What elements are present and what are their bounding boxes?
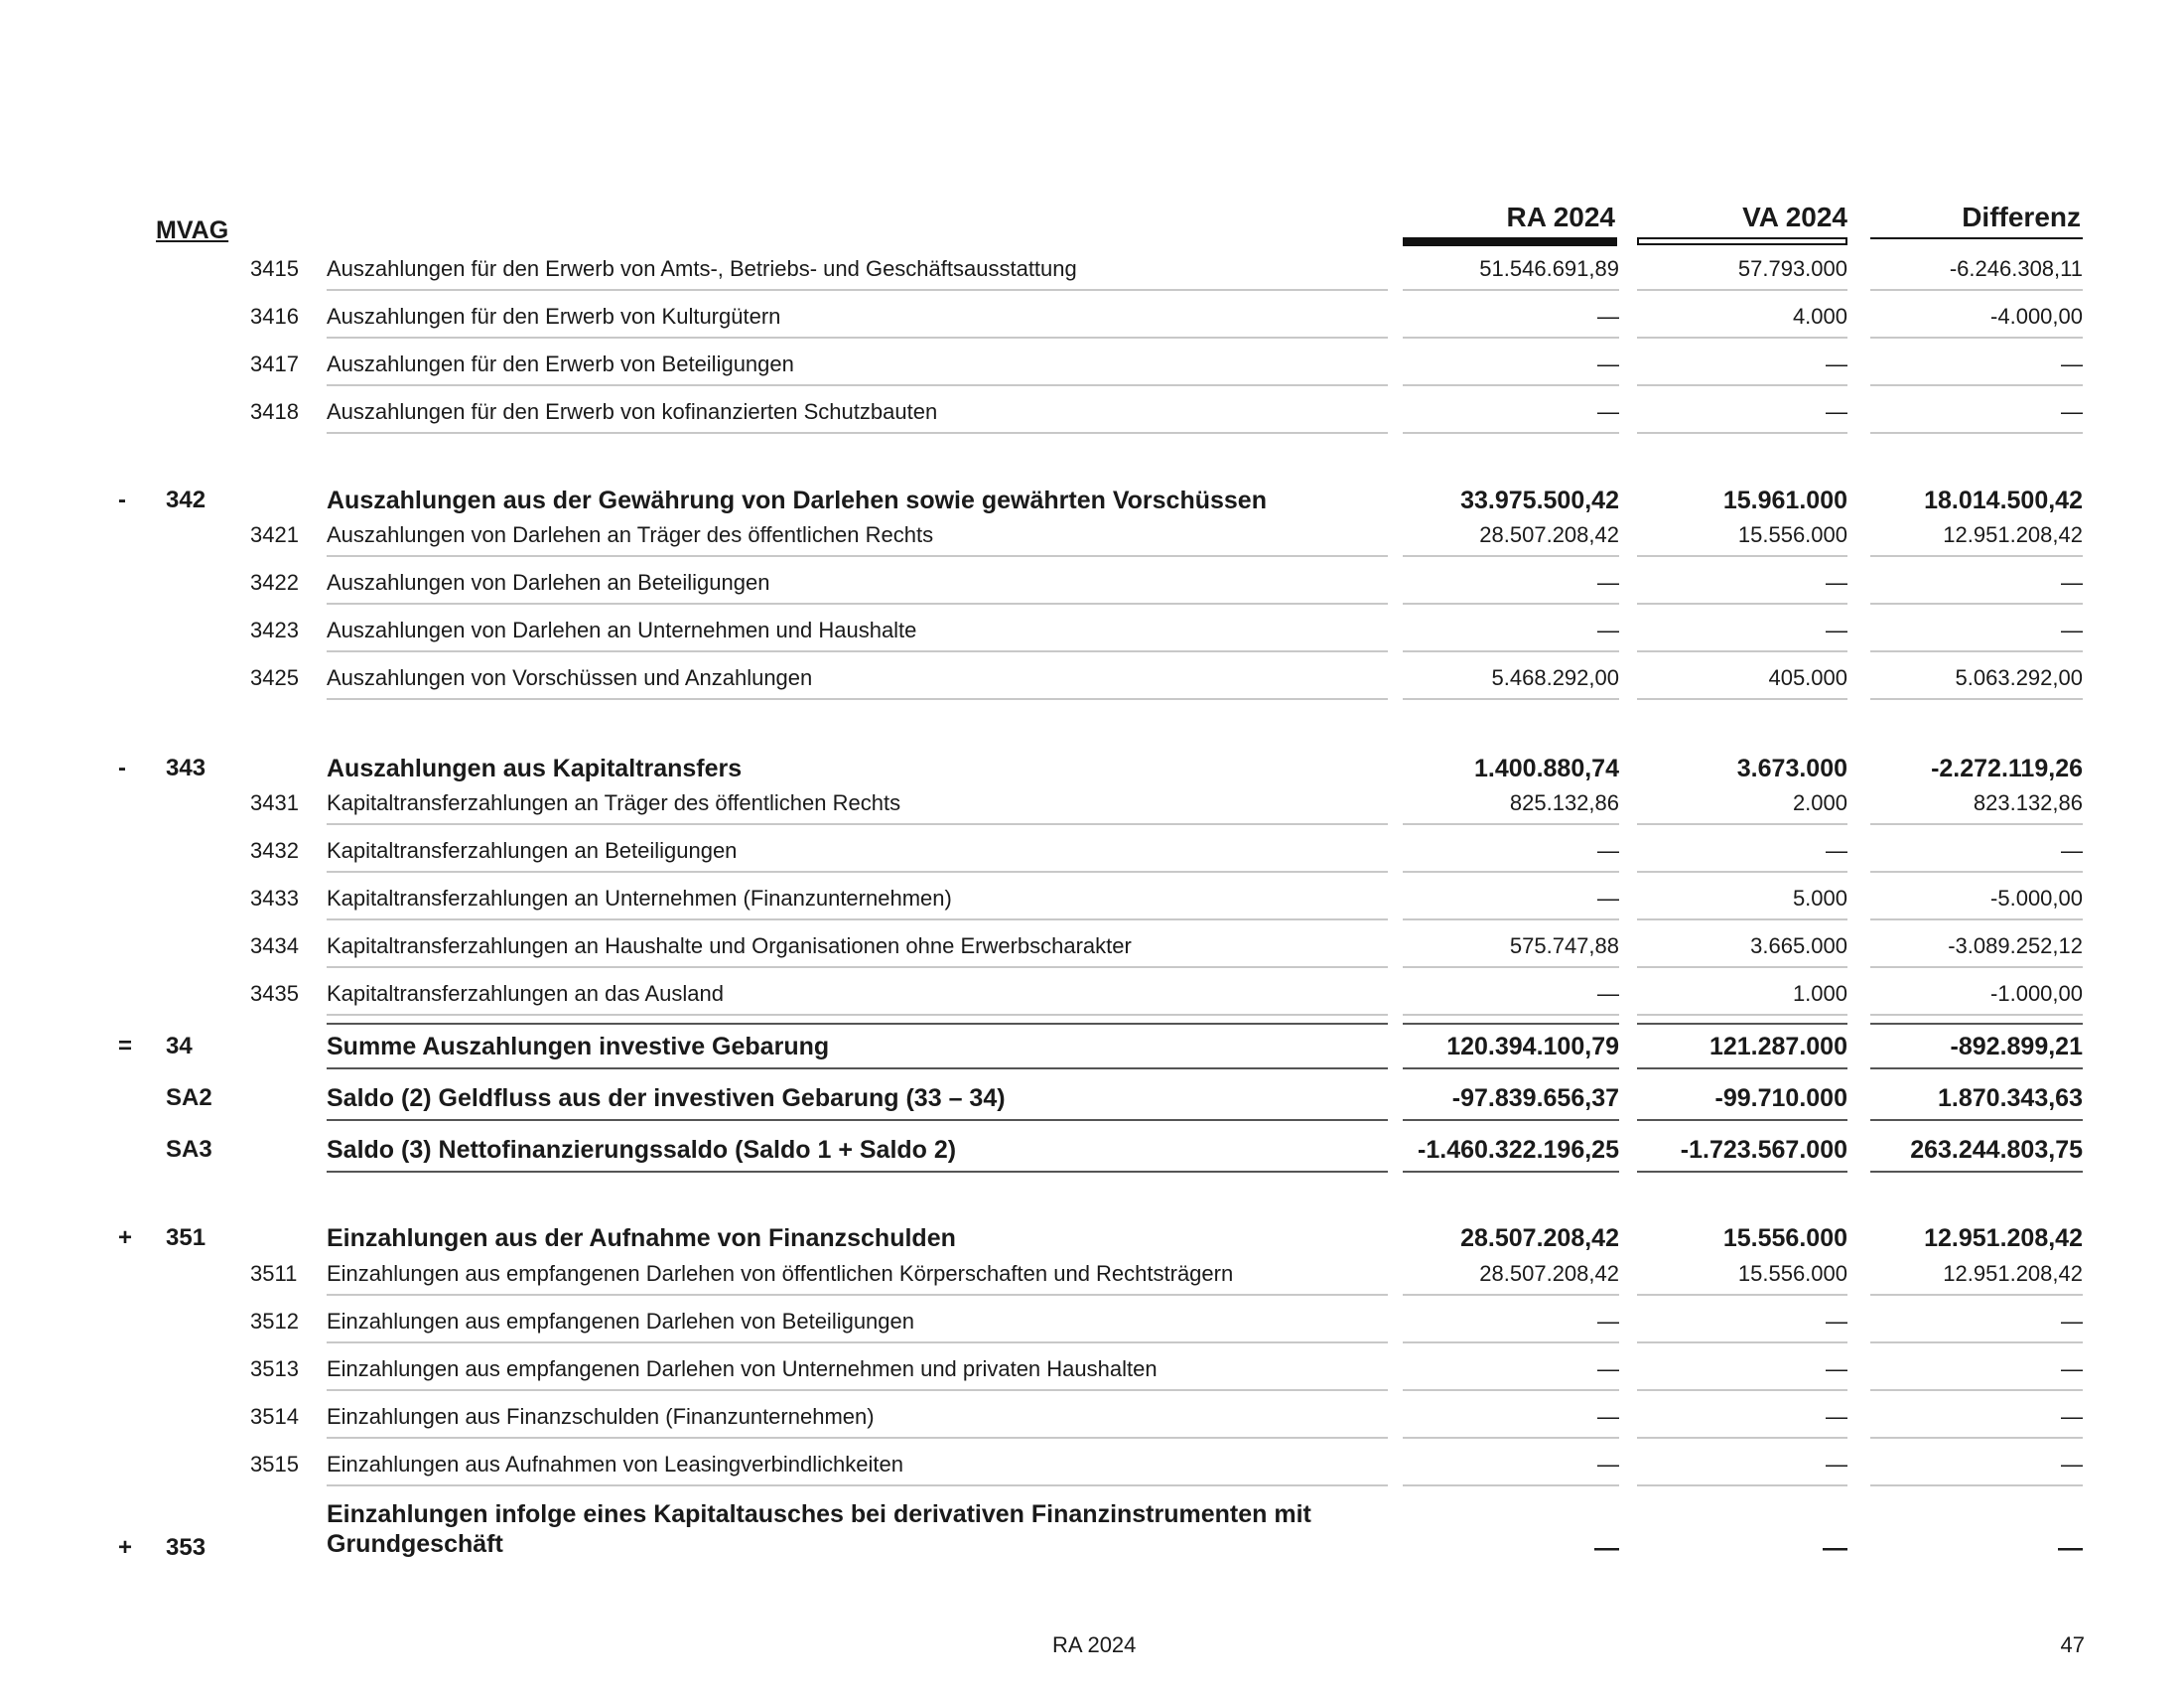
value-differenz: -5.000,00 [1990,886,2083,911]
row-divider [1403,1023,1619,1025]
mvag-header: MVAG [156,216,229,244]
row-divider [1637,1171,1847,1173]
row-divider [1403,432,1619,434]
value-differenz: -892.899,21 [1950,1033,2083,1060]
value-ra-2024: 120.394.100,79 [1446,1033,1619,1060]
footer-title: RA 2024 [1052,1632,1137,1657]
row-divider [1403,603,1619,605]
row-divider [1403,384,1619,386]
value-differenz: — [2061,352,2083,376]
row-divider [1403,289,1619,291]
row-label: Kapitaltransferzahlungen an Beteiligungen [327,838,738,863]
row-label: Auszahlungen aus Kapitaltransfers [327,755,743,782]
account-code: 3511 [250,1261,298,1286]
row-divider [1637,823,1847,825]
row-divider [1870,966,2083,968]
value-differenz: — [2061,1309,2083,1334]
row-divider [327,1437,1388,1439]
account-code: 3425 [250,665,299,690]
value-ra-2024: 28.507.208,42 [1479,522,1619,547]
value-ra-2024: 33.975.500,42 [1460,487,1619,514]
value-ra-2024: 575.747,88 [1509,933,1619,958]
row-divider [1637,918,1847,920]
value-differenz: — [2061,399,2083,424]
row-divider [1403,555,1619,557]
value-ra-2024: 28.507.208,42 [1479,1261,1619,1286]
value-ra-2024: — [1597,618,1619,642]
row-divider [1870,823,2083,825]
row-divider [1637,650,1847,652]
value-va-2024: 3.673.000 [1736,755,1847,782]
value-va-2024: — [1826,399,1847,424]
row-divider [1870,603,2083,605]
value-ra-2024: — [1597,399,1619,424]
row-divider [327,650,1388,652]
value-ra-2024: — [1597,838,1619,863]
row-divider [1637,1119,1847,1121]
row-divider [327,337,1388,339]
row-divider [1403,1171,1619,1173]
row-divider [1870,1389,2083,1391]
value-ra-2024: 28.507.208,42 [1460,1224,1619,1252]
row-divider [1403,1294,1619,1296]
row-divider [1403,1437,1619,1439]
value-ra-2024: — [1597,1404,1619,1429]
value-differenz: — [2061,838,2083,863]
row-divider [327,1014,1388,1016]
value-va-2024: — [1826,618,1847,642]
value-va-2024: — [1826,352,1847,376]
row-label: Einzahlungen aus Aufnahmen von Leasingverbindlichkeiten [327,1452,903,1477]
row-divider [1403,1119,1619,1121]
value-differenz: — [2058,1534,2083,1562]
row-divider [1403,871,1619,873]
row-label: Saldo (3) Nettofinanzierungssaldo (Saldo 1 + Saldo 2) [327,1136,957,1164]
value-va-2024: 3.665.000 [1750,933,1847,958]
value-va-2024: — [1823,1534,1847,1562]
row-divider [1403,698,1619,700]
value-differenz: — [2061,1356,2083,1381]
value-va-2024: 5.000 [1792,886,1847,911]
row-divider [327,289,1388,291]
account-code: 3431 [250,790,299,815]
value-ra-2024: — [1597,886,1619,911]
column-header-va-2024: VA 2024 [1742,202,1847,232]
value-ra-2024: -1.460.322.196,25 [1418,1136,1619,1164]
row-divider [327,918,1388,920]
row-label: Kapitaltransferzahlungen an Haushalte und Organisationen ohne Erwerbscharakter [327,933,1132,958]
group-code: 353 [166,1534,206,1561]
row-divider [1870,289,2083,291]
row-divider [327,1294,1388,1296]
row-divider [1637,1437,1847,1439]
row-divider [1637,966,1847,968]
row-divider [327,966,1388,968]
value-ra-2024: — [1597,304,1619,329]
row-divider [327,823,1388,825]
row-divider [1403,1389,1619,1391]
value-va-2024: — [1826,1356,1847,1381]
row-divider [1870,918,2083,920]
row-sign: + [118,1224,133,1251]
group-code: 34 [166,1033,193,1059]
row-divider [1870,384,2083,386]
row-label: Einzahlungen aus Finanzschulden (Finanzunternehmen) [327,1404,875,1429]
row-divider [1637,1023,1847,1025]
row-divider [1403,1014,1619,1016]
value-va-2024: — [1826,1404,1847,1429]
value-differenz: 12.951.208,42 [1943,522,2083,547]
value-va-2024: — [1826,570,1847,595]
value-ra-2024: -97.839.656,37 [1451,1084,1619,1112]
row-divider [327,1119,1388,1121]
row-divider [1403,337,1619,339]
row-divider [1870,698,2083,700]
value-va-2024: 1.000 [1792,981,1847,1006]
row-label: Auszahlungen von Darlehen an Träger des öffentlichen Rechts [327,522,934,547]
row-label: Kapitaltransferzahlungen an Unternehmen (Finanzunternehmen) [327,886,952,911]
row-divider [1403,823,1619,825]
row-label: Auszahlungen für den Erwerb von Kulturgütern [327,304,781,329]
row-divider [327,555,1388,557]
row-divider [1870,1067,2083,1069]
row-sign: - [118,755,126,781]
row-divider [1637,432,1847,434]
row-divider [327,1389,1388,1391]
value-ra-2024: — [1597,1452,1619,1477]
column-header-ra-2024: RA 2024 [1506,202,1615,232]
group-row [0,1500,2184,1574]
row-divider [1403,1067,1619,1069]
row-divider [1637,337,1847,339]
value-ra-2024: — [1597,352,1619,376]
row-label: Einzahlungen aus empfangenen Darlehen von Beteiligungen [327,1309,915,1334]
value-differenz: 1.870.343,63 [1938,1084,2083,1112]
row-divider [1870,1023,2083,1025]
account-code: 3515 [250,1452,299,1477]
account-code: 3423 [250,618,299,642]
account-code: 3435 [250,981,299,1006]
value-va-2024: -1.723.567.000 [1680,1136,1847,1164]
total-row [0,1033,2184,1072]
row-divider [1637,1014,1847,1016]
value-differenz: 12.951.208,42 [1943,1261,2083,1286]
value-ra-2024: 1.400.880,74 [1474,755,1619,782]
value-differenz: -3.089.252,12 [1948,933,2083,958]
group-code: SA2 [166,1084,212,1111]
row-divider [1870,871,2083,873]
account-code: 3434 [250,933,299,958]
value-differenz: -6.246.308,11 [1949,256,2083,281]
value-differenz: -1.000,00 [1990,981,2083,1006]
row-divider [327,603,1388,605]
value-differenz: -4.000,00 [1990,304,2083,329]
row-divider [1637,603,1847,605]
row-divider [1637,1389,1847,1391]
value-va-2024: — [1826,1452,1847,1477]
row-sign: + [118,1534,133,1561]
value-differenz: 18.014.500,42 [1924,487,2083,514]
value-differenz: — [2061,618,2083,642]
value-va-2024: 15.556.000 [1737,1261,1847,1286]
row-divider [1637,1341,1847,1343]
value-ra-2024: — [1597,981,1619,1006]
row-divider [1403,918,1619,920]
row-divider [327,432,1388,434]
value-differenz: — [2061,1404,2083,1429]
value-va-2024: 2.000 [1792,790,1847,815]
account-code: 3512 [250,1309,299,1334]
row-divider [1870,1014,2083,1016]
row-divider [1403,1484,1619,1486]
group-row [0,1224,2184,1264]
row-label: Saldo (2) Geldfluss aus der investiven Gebarung (33 – 34) [327,1084,1006,1112]
account-code: 3415 [250,256,299,281]
group-code: 342 [166,487,206,513]
row-label: Auszahlungen für den Erwerb von Beteiligungen [327,352,794,376]
row-divider [1637,1484,1847,1486]
row-divider [327,1484,1388,1486]
account-code: 3433 [250,886,299,911]
row-divider [1870,432,2083,434]
column-header-differenz: Differenz [1962,202,2081,232]
row-label: Einzahlungen aus empfangenen Darlehen von Unternehmen und privaten Haushalten [327,1356,1158,1381]
row-divider [1637,698,1847,700]
value-va-2024: 405.000 [1768,665,1847,690]
account-code: 3421 [250,522,299,547]
row-divider [327,1067,1388,1069]
value-va-2024: -99.710.000 [1714,1084,1847,1112]
row-divider [1870,1341,2083,1343]
row-divider [327,698,1388,700]
value-va-2024: — [1826,1309,1847,1334]
account-code: 3416 [250,304,299,329]
row-divider [1637,871,1847,873]
row-divider [1637,1067,1847,1069]
account-code: 3422 [250,570,299,595]
account-code: 3417 [250,352,299,376]
row-label: Auszahlungen aus der Gewährung von Darlehen sowie gewährten Vorschüssen [327,487,1267,514]
row-divider [1403,966,1619,968]
row-divider [1637,555,1847,557]
row-divider [327,384,1388,386]
row-divider [1637,384,1847,386]
account-code: 3418 [250,399,299,424]
value-ra-2024: 51.546.691,89 [1479,256,1619,281]
group-row [0,487,2184,526]
row-divider [1403,1341,1619,1343]
row-label: Auszahlungen von Vorschüssen und Anzahlungen [327,665,813,690]
row-label: Summe Auszahlungen investive Gebarung [327,1033,830,1060]
value-ra-2024: — [1597,570,1619,595]
value-ra-2024: — [1597,1356,1619,1381]
total-row [0,1084,2184,1124]
group-code: 343 [166,755,206,781]
row-divider [327,1023,1388,1025]
row-sign: - [118,487,126,513]
value-ra-2024: — [1594,1534,1619,1562]
total-row [0,1136,2184,1176]
page-number: 47 [2060,1632,2085,1657]
value-va-2024: 57.793.000 [1737,256,1847,281]
row-divider [1870,1437,2083,1439]
group-code: SA3 [166,1136,212,1163]
row-divider [327,871,1388,873]
value-differenz: 5.063.292,00 [1955,665,2083,690]
row-label: Auszahlungen von Darlehen an Beteiligungen [327,570,770,595]
row-label: Auszahlungen für den Erwerb von kofinanzierten Schutzbauten [327,399,938,424]
value-va-2024: 4.000 [1792,304,1847,329]
row-label: Auszahlungen für den Erwerb von Amts-, Betriebs- und Geschäftsausstattung [327,256,1077,281]
row-divider [1870,1484,2083,1486]
value-differenz: 12.951.208,42 [1924,1224,2083,1252]
value-va-2024: 15.556.000 [1737,522,1847,547]
row-divider [1637,1294,1847,1296]
row-label: Einzahlungen aus der Aufnahme von Finanzschulden [327,1224,956,1252]
value-ra-2024: 5.468.292,00 [1491,665,1619,690]
group-row [0,755,2184,794]
row-sign: = [118,1033,133,1059]
row-label: Einzahlungen aus empfangenen Darlehen von öffentlichen Körperschaften und Rechtsträgern [327,1261,1234,1286]
row-divider [1403,650,1619,652]
row-divider [1870,555,2083,557]
value-va-2024: 15.961.000 [1722,487,1847,514]
value-ra-2024: — [1597,1309,1619,1334]
account-code: 3432 [250,838,299,863]
value-va-2024: 121.287.000 [1708,1033,1847,1060]
value-va-2024: — [1826,838,1847,863]
account-code: 3514 [250,1404,299,1429]
row-divider [327,1341,1388,1343]
row-label: Einzahlungen infolge eines Kapitaltausches bei derivativen Finanzinstrumenten mit Grundgeschäft [327,1500,1311,1558]
row-label: Kapitaltransferzahlungen an das Ausland [327,981,724,1006]
row-divider [1870,1119,2083,1121]
row-label: Auszahlungen von Darlehen an Unternehmen und Haushalte [327,618,917,642]
row-divider [1870,650,2083,652]
row-label: Kapitaltransferzahlungen an Träger des öffentlichen Rechts [327,790,901,815]
row-divider [1870,337,2083,339]
value-differenz: 823.132,86 [1973,790,2083,815]
group-code: 351 [166,1224,206,1251]
row-divider [1637,289,1847,291]
account-code: 3513 [250,1356,299,1381]
row-divider [327,1171,1388,1173]
value-ra-2024: 825.132,86 [1509,790,1619,815]
value-differenz: 263.244.803,75 [1910,1136,2083,1164]
value-va-2024: 15.556.000 [1722,1224,1847,1252]
value-differenz: — [2061,1452,2083,1477]
value-differenz: — [2061,570,2083,595]
row-divider [1870,1294,2083,1296]
value-differenz: -2.272.119,26 [1931,755,2083,782]
row-divider [1870,1171,2083,1173]
